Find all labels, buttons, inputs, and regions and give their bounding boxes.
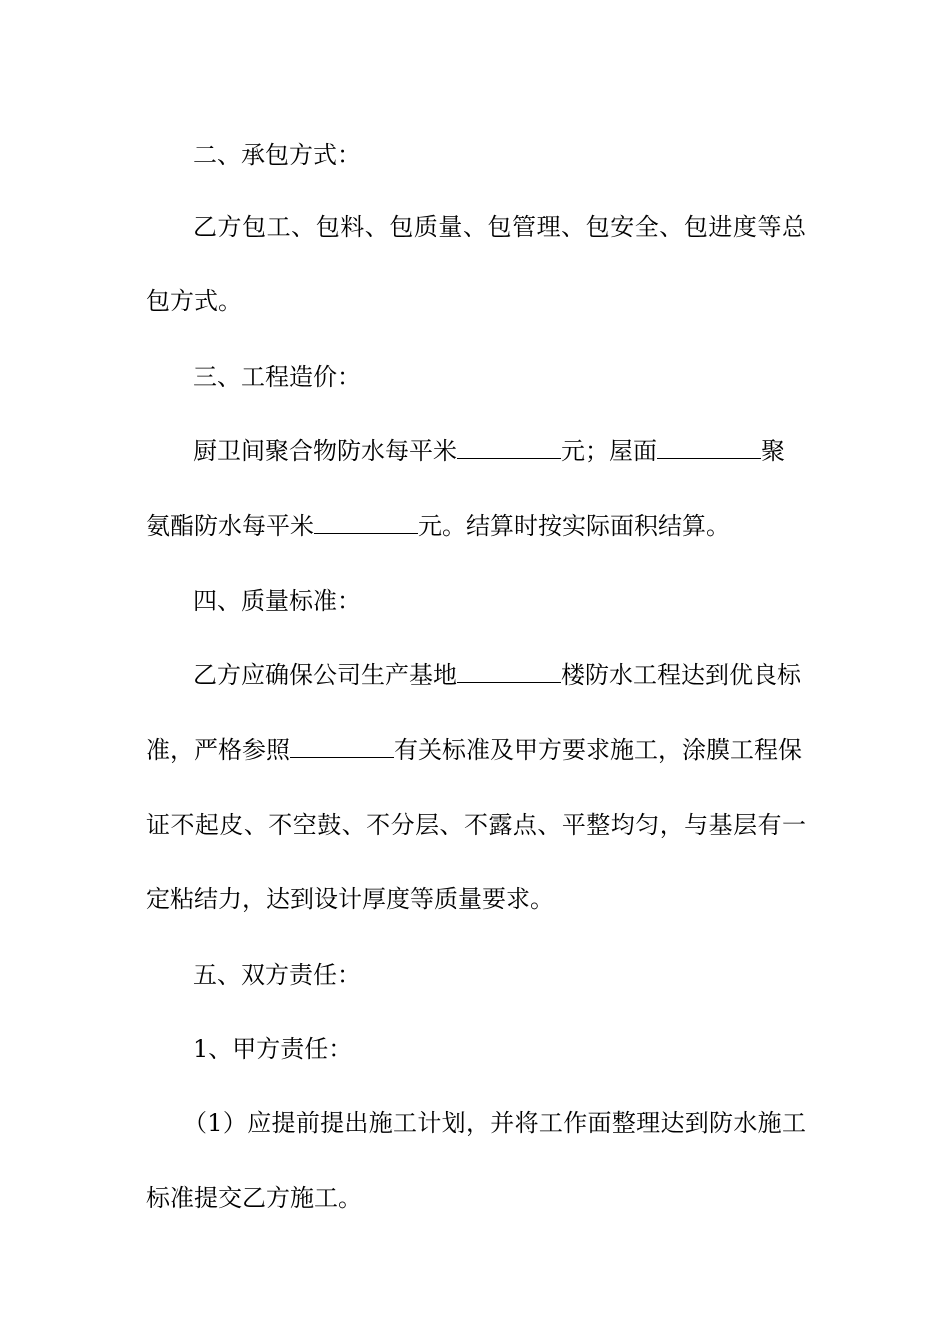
heading-responsibilities: 五、双方责任： — [193, 961, 361, 989]
price-roof-suffix: 聚 — [761, 437, 785, 465]
price-settlement-text: 元。结算时按实际面积结算。 — [418, 512, 730, 540]
quality-building-blank[interactable] — [457, 660, 561, 683]
quality-reference-blank[interactable] — [290, 735, 394, 758]
quality-reference-text: 有关标准及甲方要求施工，涂膜工程保 — [394, 736, 802, 764]
subheading-party-a-duties: 1、甲方责任： — [193, 1035, 353, 1063]
heading-contract-method: 二、承包方式： — [193, 141, 361, 169]
heading-project-price: 三、工程造价： — [193, 363, 361, 391]
paragraph-method-line-2: 包方式。 — [146, 287, 242, 315]
quality-base-label: 乙方应确保公司生产基地 — [193, 661, 457, 689]
price-polyurethane-label: 氨酯防水每平米 — [146, 512, 314, 540]
paragraph-price-line-1 — [193, 435, 806, 467]
paragraph-quality-line-1 — [193, 659, 806, 691]
paragraph-price-line-2 — [146, 510, 806, 542]
paragraph-method-line-1: 乙方包工、包料、包质量、包管理、包安全、包进度等总 — [193, 213, 806, 241]
duty-item-1-line-1: （1）应提前提出施工计划，并将工作面整理达到防水施工 — [183, 1109, 806, 1137]
duty-item-1-line-2: 标准提交乙方施工。 — [146, 1184, 362, 1212]
quality-building-text: 楼防水工程达到优良标 — [561, 661, 801, 689]
paragraph-quality-line-2 — [146, 734, 806, 766]
quality-reference-label: 准，严格参照 — [146, 736, 290, 764]
paragraph-quality-line-4: 定粘结力，达到设计厚度等质量要求。 — [146, 885, 554, 913]
price-roof-label: 元；屋面 — [561, 437, 657, 465]
paragraph-quality-line-3: 证不起皮、不空鼓、不分层、不露点、平整均匀，与基层有一 — [146, 811, 806, 839]
price-polyurethane-blank[interactable] — [314, 511, 418, 534]
price-kitchen-label: 厨卫间聚合物防水每平米 — [193, 437, 457, 465]
price-roof-blank[interactable] — [657, 436, 761, 459]
price-kitchen-blank[interactable] — [457, 436, 561, 459]
heading-quality-standard: 四、质量标准： — [193, 587, 361, 615]
